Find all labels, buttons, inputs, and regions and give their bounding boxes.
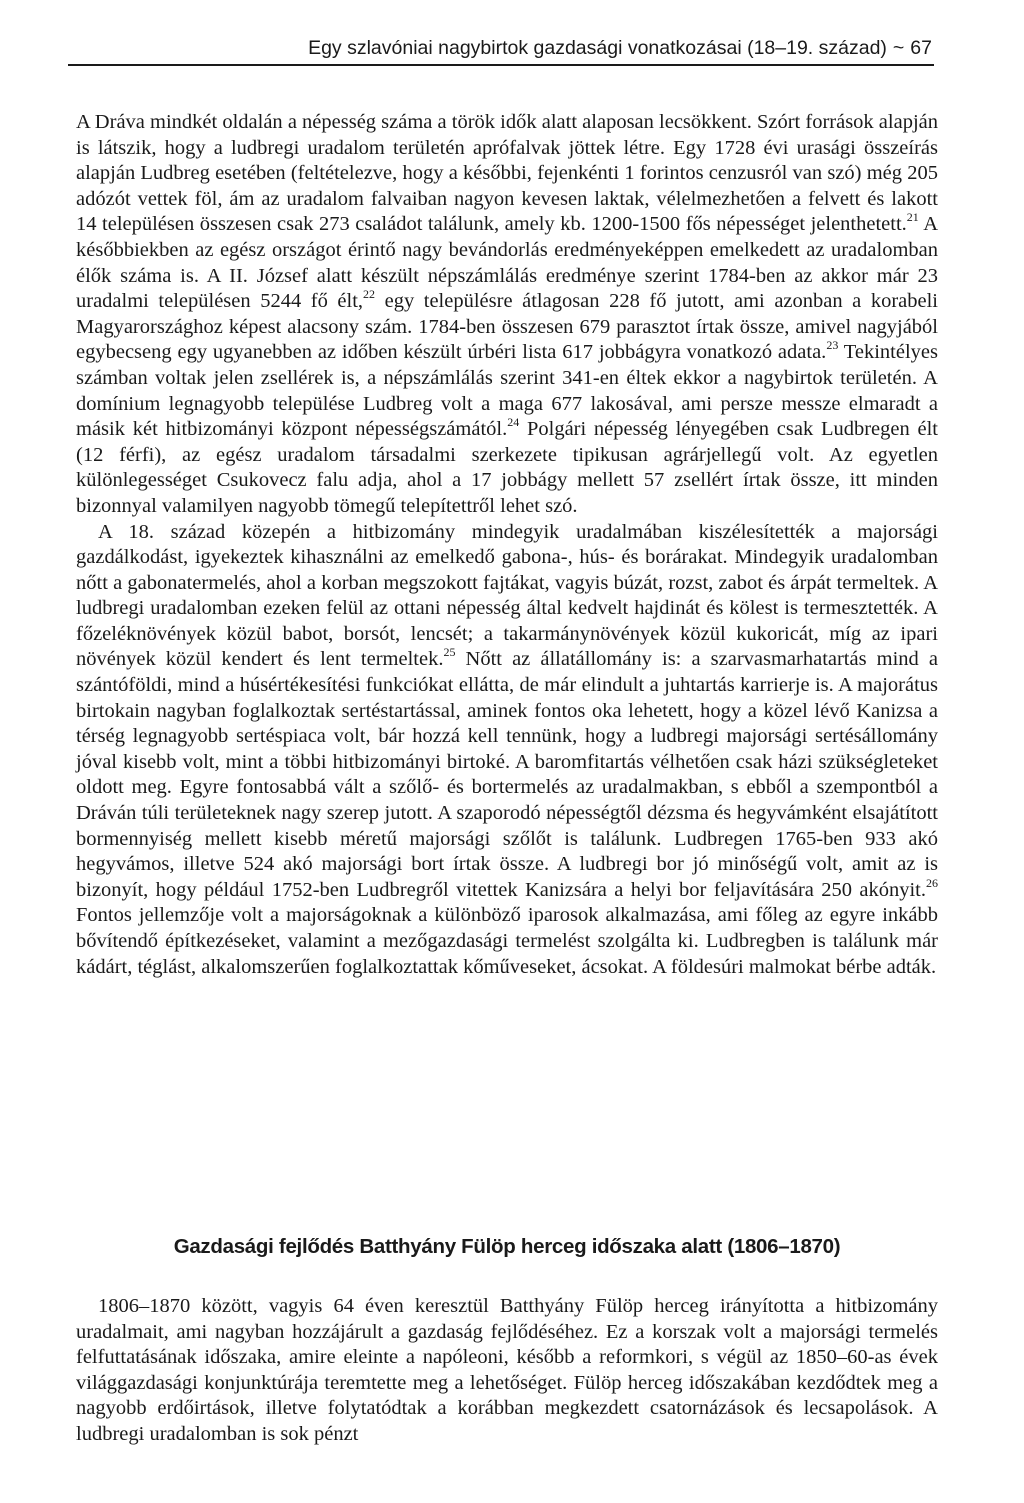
header-separator: ~ <box>892 37 905 59</box>
paragraph-population <box>76 110 938 520</box>
footnote-ref-21: 21 <box>906 210 919 225</box>
paragraph-agriculture <box>76 520 938 981</box>
text-run: Nőtt az állatállomány is: a szarvasmarhatartás mind a szántóföldi, mind a húsértékesítési funkciókat ellátta, de már elindult a juhtartás karrierje is. A majorátus birtokain nagyban foglalkoztak sertéstartással, aminek fontos oka lehetett, hogy a közel lévő Kanizsa a térség legnagyobb sertéspiaca volt, bár hozzá kell tennünk, hogy a ludbregi majorsági sertésállomány jóval kisebb volt, mint a többi hitbizományi birtoké. A baromfitartás vélhetően csak házi szükségleteket oldott meg. Egyre fontosabbá vált a szőlő- és bortermelés az uradalmakban, s ebből a szempontból a Dráván túli területeknek nagy szerep jutott. A szaporodó népességtől dézsma és hegyvámként elsajátított bormennyiség mellett kisebb méretű majorsági szőlőt is találunk. Ludbregen 1765-ben 933 akó hegyvámos, illetve 524 akó majorsági bort írtak össze. A ludbregi bor jó minőségű volt, amit az is bizonyít, hogy például 1752-ben Ludbregről vitettek Kanizsára a helyi bor feljavítására 250 akónyit. <box>76 648 938 901</box>
text-run: A Dráva mindkét oldalán a népesség száma a török idők alatt alaposan lecsökkent. Szórt források alapján is látszik, hogy a ludbregi uradalom területén aprófalvak jöttek létre. Egy 1728 évi urasági összeírás alapján Ludbreg esetében (feltételezve, hogy a későbbi, fejenkénti 1 forintos cenzusról van szó) még 205 adózót vettek föl, ám az uradalom falvaiban nagyon kevesen laktak, vélelmezhetően a felvett és lakott 14 településen összesen csak 273 családot találunk, amely kb. 1200-1500 fős népességet jelenthetett. <box>76 111 938 236</box>
footnote-ref-22: 22 <box>363 287 376 302</box>
article-body <box>76 110 938 980</box>
page-number: 67 <box>910 37 932 59</box>
text-run: Polgári népesség lényegében csak Ludbregen élt (12 férfi), az egész uradalom társadalmi szerkezete tipikusan agrárjellegű volt. Az egyetlen különlegességet Csukovecz falu adja, ahol a 17 jobbágy mellett 57 zsellért írtak össze, itt minden bizonnyal valamilyen nagyobb tömegű telepítettről lehet szó. <box>76 418 938 517</box>
running-header <box>68 38 934 66</box>
text-run: A 18. század közepén a hitbizomány mindegyik uradalmában kiszélesítették a majorsági gazdálkodást, igyekeztek kihasználni az emelkedő gabona-, hús- és borárakat. Mindegyik uradalomban nőtt a gabonatermelés, ahol a korban megszokott fajtákat, vagyis búzát, rozst, zabot és árpát termeltek. A ludbregi uradalomban ezeken felül az ottani népesség által kedvelt hajdinát és kölest is termesztették. A főzeléknövények közül babot, borsót, lencsét; a takarmánynövények közül kukoricát, míg az ipari növények közül kendert és lent termeltek. <box>76 520 938 671</box>
text-run: Fontos jellemzője volt a majorságoknak a különböző iparosok alkalmazása, ami főleg az egyre inkább bővítendő építkezéseket, valamint a mezőgazdasági termelést szolgálta ki. Ludbregben is találunk már kádárt, téglást, alkalomszerűen foglalkoztattak kőműveseket, ácsokat. A földesúri malmokat bérbe adták. <box>76 904 938 978</box>
text-run: A későbbiekben az egész országot érintő nagy bevándorlás eredményeképpen emelkedett az uradalomban élők száma is. A II. József alatt készült népszámlálás eredménye szerint 1784-ben az akkor már 23 uradalmi településen 5244 fő élt, <box>76 213 938 313</box>
section-body <box>76 1294 938 1448</box>
footnote-ref-23: 23 <box>826 338 839 353</box>
running-title: Egy szlavóniai nagybirtok gazdasági vonatkozásai (18–19. század) <box>308 37 887 59</box>
paragraph-batthyany: 1806–1870 között, vagyis 64 éven keresztül Batthyány Fülöp herceg irányította a hitbizomány uradalmait, ami nagyban hozzájárult a gazdaság fejlődéséhez. Ez a korszak volt a majorsági termelés felfuttatásának időszaka, amire eleinte a napóleoni, később a reformkori, s végül az 1850–60-as évek világgazdasági konjunktúrája teremtette meg a lehetőséget. Fülöp herceg időszakában kezdődtek meg a nagyobb erdőirtások, illetve folytatódtak a korábban megkezdett csatornázások és lecsapolások. A ludbregi uradalomban is sok pénzt <box>76 1295 938 1445</box>
footnote-ref-25: 25 <box>443 645 456 660</box>
running-header-text <box>308 37 932 60</box>
text-run: Tekintélyes számban voltak jelen zsellérek is, a népszámlálás szerint 341-en éltek ekkor a nagybirtok területén. A domínium legnagyobb települése Ludbreg volt a maga 677 lakosával, ami persze messze elmaradt a másik két hitbizományi központ népességszámától. <box>76 341 938 441</box>
text-run: egy településre átlagosan 228 fő jutott, ami azonban a korabeli Magyarországhoz képest alacsony szám. 1784-ben összesen 679 parasztot írtak össze, amivel nagyjából egybecseng egy ugyanebben az időben készült úrbéri lista 617 jobbágyra vonatkozó adata. <box>76 290 939 364</box>
footnote-ref-24: 24 <box>507 415 520 430</box>
footnote-ref-26: 26 <box>926 875 938 890</box>
section-heading: Gazdasági fejlődés Batthyány Fülöp herceg időszaka alatt (1806–1870) <box>173 1235 841 1258</box>
